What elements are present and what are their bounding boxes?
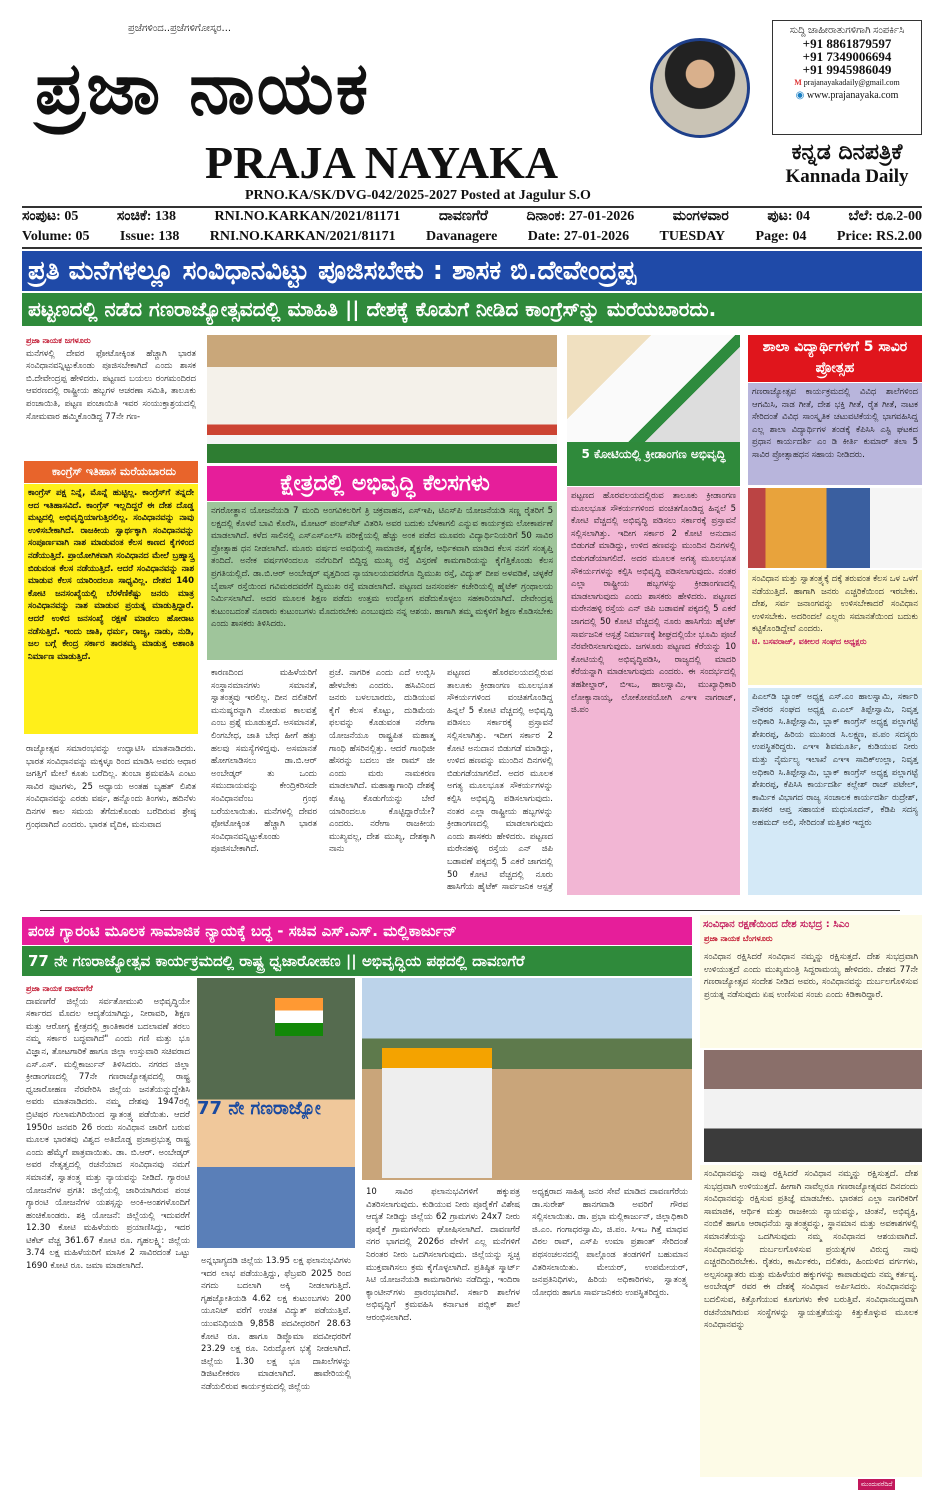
development-text: ನಗರೋತ್ಥಾನ ಯೋಜನೆಯಡಿ 7 ಮಂದಿ ಅಂಗವಿಕಲರಿಗೆ ತ್ರಿ ಚಕ್ರವಾಹನ, ಎಸ್‌ಇಪಿ, ಟಿಎಸ್‌ಪಿ ಯೋಜನೆಯಡಿ ಸಣ್ಣ ರೈತರಿಗೆ 5 ಲಕ್ಷದಲ್ಲಿ ಕೊಳವೆ ಬಾವಿ ಕೊರೆಸಿ, ಮೋಟರ್ ಪಂಪ್‌ಸೆಟ್ ವಿತರಿಸಿ ಅವರ ಬದುಕು ಬೆಳಕಾಗಲಿ ಎನ್ನುವ ಕಾರ್ಯಕ್ರಮ ಲೋಕಾರ್ಪಣೆ ಮಾಡಲಾಗಿದೆ. ಕಳೆದ ಸಾಲಿನಲ್ಲಿ ಎಸ್‌ಎಸ್‌ಎಲ್‌ಸಿ ಪರೀಕ್ಷೆಯಲ್ಲಿ ಹೆಚ್ಚು ಅಂಕ ಪಡೆದ ಮೂವರು ವಿದ್ಯಾರ್ಥಿನಿಯರಿಗೆ 50 ಸಾವಿರ ಪ್ರೋತ್ಸಾಹ ಧನ ನೀಡಲಾಗಿದೆ. ಮೂರು ವರ್ಷದ ಅವಧಿಯಲ್ಲಿ ಸಾಮಾಜಿಕ, ಶೈಕ್ಷಣಿಕ, ಆರ್ಥಿಕವಾಗಿ ಮಾಡಿದ ಕೆಲಸ ನನಗೆ ಸಂತೃಪ್ತಿ ತಂದಿದೆ. ಅನೇಕ ವರ್ಷಗಳಿಂದಲೂ ನನೆಗುದಿಗೆ ಬಿದ್ದಿದ್ದ ಮುಖ್ಯ ರಸ್ತೆ ವಿಸ್ತರಣೆ ಕಾಮಗಾರಿಯನ್ನು ಕೈಗೆತ್ತಿಕೊಂಡು ಕೆಲಸ ಪ್ರಗತಿಯಲ್ಲಿದೆ. ಡಾ.ಬಿ.ಆರ್ ಅಂಬೇಡ್ಕರ್ ವೃತ್ತದಿಂದ ನ್ಯಾಯಾಲಯದವರೆಗೂ ದ್ವಿಮುಖ ರಸ್ತೆ, ವಿದ್ಯುತ್ ದೀಪ ಅಳವಡಿಕೆ, ಚಳ್ಳಕೆರೆ ಬೈಪಾಸ್ ರಸ್ತೆಯಿಂದ ಗವಿಮಠದವರೆಗೆ ದ್ವಿಮುಖ ರಸ್ತೆ ಮಾಡಲಾಗಿದೆ. ಪಟ್ಟಣದ ಜನಸಂಪರ್ಕ ಕಚೇರಿಯಲ್ಲಿ ಹೈಟೆಕ್ ಗ್ರಂಥಾಲಯ ನಿರ್ಮಿಸಲಾಗಿದೆ. ಅದರ ಮೂಲಕ ಶಿಕ್ಷಣ ಪಡೆದು ಉತ್ತಮ ಉದ್ಯೋಗ ಪಡೆದುಕೊಳ್ಳಲು ಸಹಕಾರಿಯಾಗಿದೆ. ದೇವೇಂದ್ರಪ್ಪ ಕುಟುಂಬದಂತೆ ನೂರಾರು ಕುಟುಂಬಗಳು ಮೊದುರಬೇಕು ಎಂಬುವುದು ನನ್ನ ಆಶಯ. ಹಾಗಾಗಿ ತಮ್ಮ ಮಕ್ಕಳಿಗೆ ಶಿಕ್ಷಣ ಕೊಡಿಸಬೇಕು ಎಂದು ಶಾಸಕರು ತಿಳಿಸಿದರು. <box>207 502 557 660</box>
school-headline: ಶಾಲಾ ವಿದ್ಯಾರ್ಥಿಗಳಿಗೆ 5 ಸಾವಿರ ಪ್ರೋತ್ಸಹ <box>748 335 922 382</box>
photo-felicitation <box>207 335 557 463</box>
quote-author: ಟಿ. ಬಸವರಾಜ್, ವಕೀಲರ ಸಂಘದ ಅಧ್ಯಕ್ಷರು <box>752 636 867 646</box>
box-congress-title: ಕಾಂಗ್ರೆಸ್ ಇತಿಹಾಸ ಮರೆಯಬಾರದು <box>24 461 198 483</box>
continued-label: ಮುಂದುವರೆದಿದೆ <box>858 1479 895 1490</box>
decorated-jeep <box>382 1048 492 1178</box>
contact-box <box>772 20 922 135</box>
photo-gandhi-ambedkar <box>748 488 922 568</box>
box-congress-text: ಕಾಂಗ್ರೆಸ್ ಪಕ್ಷ ನಿನ್ನೆ, ಮೊನ್ನೆ ಹುಟ್ಟಿಲ್ಲ. ಕಾಂಗ್ರೆಸ್‌ಗೆ ತನ್ನದೇ ಆದ ಇತಿಹಾಸವಿದೆ. ಕಾಂಗ್ರೆಸ್ ಇಲ್ಲದಿದ್ದರೆ ಈ ದೇಶ ದೊಡ್ಡ ಮಟ್ಟದಲ್ಲಿ ಅಭಿವೃದ್ಧಿಯಾಗುತ್ತಿರಲಿಲ್ಲ. ಸಂವಿಧಾನವನ್ನು ನಾವು ಉಳಿಸಬೇಕಾಗಿದೆ. ರಾಜಕೀಯ ಸ್ವಾರ್ಥಕ್ಕಾಗಿ ಸಂವಿಧಾನವನ್ನು ಸಂಪೂರ್ಣವಾಗಿ ನಾಶ ಮಾಡುವಂತ ಕೆಲಸ ಕಾಣದ ಕೈಗಳಿಂದ ನಡೆಯುತ್ತಿದೆ. ಪ್ರಾಯೋಗಿಕವಾಗಿ ಸಂವಿಧಾನದ ಮೇಲೆ ಬ್ರಹ್ಮಾಸ್ತ್ರ ಬಿಡುವಂತ ಕೆಲಸ ನಡೆಯುತ್ತಿದೆ. ಆದರೆ ಸಂವಿಧಾನವನ್ನು ನಾಶ ಮಾಡುವ ಕೆಲಸ ಯಾರಿಂದಲೂ ಸಾಧ್ಯವಿಲ್ಲ. ದೇಶದ 140 ಕೋಟಿ ಜನಸಂಖ್ಯೆಯಲ್ಲಿ ಬೆರಳೆಣಿಕೆಷ್ಟು ಜನರು ಮಾತ್ರ ಸಂವಿಧಾನವನ್ನು ನಾಶ ಮಾಡುವ ಪ್ರಯತ್ನ ಮಾಡುತ್ತಿದ್ದಾರೆ. ಆದರೆ ಉಳಿದ ಜನಸಂಖ್ಯೆ ರಕ್ಷಣೆ ಮಾಡಲು ಹೋರಾಟ ನಡೆಸುತ್ತಿದೆ. ಇಂದು ಜಾತಿ, ಧರ್ಮ, ರಾಜ್ಯ, ನಾಡು, ನುಡಿ, ಜಲ ಬಗ್ಗೆ ಕೇಂದ್ರ ಸರ್ಕಾರ ತಾರತಮ್ಯ ಮಾಡುತ್ತ ಅಶಾಂತಿ ನಿರ್ಮಾಣ ಮಾಡುತ್ತಿದೆ. <box>24 484 198 734</box>
phone-3[interactable]: +91 9945986049 <box>802 62 892 77</box>
email-link[interactable]: M prajanayakadaily@gmail.com <box>794 78 900 87</box>
photo-parade <box>362 978 692 1180</box>
website-link[interactable]: ◉ www.prajanayaka.com <box>795 90 899 101</box>
indian-flag <box>275 998 323 1036</box>
quote-box: ಸಂವಿಧಾನ ಮತ್ತು ಸ್ವಾತಂತ್ರ್ಯಕ್ಕೆ ದಕ್ಕೆ ತರುವಂತ ಕೆಲಸ ಒಳ ಒಳಗೆ ನಡೆಯುತ್ತಿದೆ. ಹಾಗಾಗಿ ಜನರು ಎಚ್ಚರಿಕೆಯಿಂದ ಇರಬೇಕು. ದೇಶ, ಸರ್ವ ಜನಾಂಗವನ್ನು ಉಳಿಸಬೇಕಾದರೆ ಸಂವಿಧಾನ ಉಳಿಸಬೇಕು. ಅದರಿಂದಲೆ ಎಲ್ಲರು ಸಮಾನತೆಯಿಂದ ಬದುಕು ಕಟ್ಟಿಕೊಂಡಿದ್ದೇವೆ ಎಂದರು. ಟಿ. ಬಸವರಾಜ್, ವಕೀಲರ ಸಂಘದ ಅಧ್ಯಕ್ಷರು <box>748 570 922 685</box>
flag-banner-text: 77 ನೇ ಗಣರಾಜ್ಯೋ <box>197 1098 321 1119</box>
cm-headline: ಸಂವಿಧಾನ ರಕ್ಷಣೆಯಿಂದ ದೇಶ ಸುಭದ್ರ : ಸಿಎಂ <box>703 919 850 930</box>
development-headline: ಕ್ಷೇತ್ರದಲ್ಲಿ ಅಭಿವೃದ್ಧಿ ಕೆಲಸಗಳು <box>207 466 557 501</box>
story-col1-cont: ರಾಜ್ಯೋತ್ಸವ ಸಮಾರಂಭವನ್ನು ಉದ್ಘಾಟಿಸಿ ಮಾತನಾಡಿದರು. ಭಾರತ ಸಂವಿಧಾನವನ್ನು ಮಕ್ಕಳ್ಳೂ ರಿಂದ ಮಾಡಿಸಿ ಅವರು ಆಧಾರ ಜಗತ್ತಿಗೆ ಮೇಲೆ ಕೂತು ಬರೆದಿಲ್ಲ. ತುಂಬಾ ಶ್ರಮವಹಿಸಿ ಎಂಟು ಸಾವಿರ ಪುಟಗಳು, 25 ಅಧ್ಯಾಯ ಅಂತಹ ಬೃಹತ್ ಲಿಖಿತ ಸಂವಿಧಾನವನ್ನು ಎರಡು ವರ್ಷ, ಹನ್ನೊಂದು ತಿಂಗಳು, ಹದಿನೆಳು ದಿನಗಳ ಕಾಲ ಸಮಯ ತೆಗೆದುಕೊಂಡು ಬರೆದಿರುವ ಶ್ರೇಷ್ಠ ಗ್ರಂಥವಾಗಿದೆ ಎಂದರು. ಭಾರತ ವೈದಿಕ, ಮನುವಾದ <box>26 744 196 830</box>
main-subheadline: ಪಟ್ಟಣದಲ್ಲಿ ನಡೆದ ಗಣರಾಜ್ಯೋತ್ಸವದಲ್ಲಿ ಮಾಹಿತಿ || ದೇಶಕ್ಕೆ ಕೊಡುಗೆ ನೀಡಿದ ಕಾಂಗ್ರೆಸ್‌ನ್ನು ಮರೆಯಬಾರದು. <box>22 293 922 326</box>
masthead-logo-kannada: ಪ್ರಜಾ ನಾಯಕ <box>35 46 371 130</box>
bottom-subheadline: 77 ನೇ ಗಣರಾಜ್ಯೋತ್ಸವ ಕಾರ್ಯಕ್ರಮದಲ್ಲಿ ರಾಷ್ಟ್ರ ಧ್ವಜಾರೋಹಣ || ಅಭಿವೃದ್ಧಿಯ ಪಥದಲ್ಲಿ ದಾವಣಗೆರೆ <box>22 946 692 976</box>
cm-byline: ಪ್ರಜಾ ನಾಯಕ ಬೆಂಗಳೂರು <box>704 934 773 943</box>
story-col4-cont: ಪಟ್ಟಣದ ಹೊರವಲಯದಲ್ಲಿರುವ ತಾಲೂಕು ಕ್ರೀಡಾಂಗಣ ಮೂಲಭೂತ ಸೌಕರ್ಯಗಳಿಂದ ವಂಚಿತಗೊಂಡಿದ್ದ ಹಿನ್ನಲೆ 5 ಕೋಟಿ ವೆಚ್ಚದಲ್ಲಿ ಅಭಿವೃದ್ಧಿ ಪಡಿಸಲು ಸರ್ಕಾರಕ್ಕೆ ಪ್ರಸ್ತಾವನೆ ಸಲ್ಲಿಸಲಾಗಿತ್ತು. ಇದೀಗ ಸರ್ಕಾರ 2 ಕೋಟಿ ಅನುದಾನ ಬಿಡುಗಡೆ ಮಾಡಿದ್ದು, ಉಳಿದ ಹಣವನ್ನು ಮುಂದಿನ ದಿನಗಳಲ್ಲಿ ಬಿಡುಗಡೆಯಾಗಲಿದೆ. ಅದರ ಮೂಲಕ ಅಗತ್ಯ ಮೂಲಭೂತ ಸೌಕರ್ಯಗಳನ್ನು ಕಲ್ಪಿಸಿ ಅಭಿವೃದ್ಧಿ ಪಡಿಸಲಾಗುವುದು. ನಂತರ ಎಲ್ಲಾ ರಾಷ್ಟ್ರೀಯ ಹಬ್ಬಗಳನ್ನು ಕ್ರೀಡಾಂಗಣದಲ್ಲಿ ಮಾಡಲಾಗುವುದು ಎಂದು ಶಾಸಕರು ಹೇಳಿದರು. ಪಟ್ಟಣದ ಮರೇನಹಳ್ಳಿ ರಸ್ತೆಯ ಎನ್ ಜಿಪಿ ಬಡಾವಣೆ ಪಕ್ಕದಲ್ಲಿ 5 ಎಕರೆ ಜಾಗದಲ್ಲಿ 50 ಕೋಟಿ ವೆಚ್ಚದಲ್ಲಿ ನೂರು ಹಾಸಿಗೆಯ ಹೈಟೆಕ್ ಸಾರ್ವಜನಿಕ ಆಸ್ಪತ್ರೆ <box>447 668 553 893</box>
bottom-headline: ಪಂಚ ಗ್ಯಾರಂಟಿ ಮೂಲಕ ಸಾಮಾಜಿಕ ನ್ಯಾಯಕ್ಕೆ ಬದ್ಧ - ಸಚಿವ ಎಸ್.ಎಸ್. ಮಲ್ಲಿಕಾರ್ಜುನ್ <box>22 917 692 945</box>
stadium-headline: 5 ಕೋಟಿಯಲ್ಲಿ ಕ್ರೀಡಾಂಗಣ ಅಭಿವೃದ್ಧಿ <box>567 442 740 486</box>
cm-text: ಸಂವಿಧಾನವನ್ನು ನಾವು ರಕ್ಷಿಸಿದರೆ ಸಂವಿಧಾನ ನಮ್ಮನ್ನು ರಕ್ಷಿಸುತ್ತದೆ. ದೇಶ ಸುಭದ್ರವಾಗಿ ಉಳಿಯುತ್ತದೆ. ಹೀಗಾಗಿ ನಾವೆಲ್ಲರೂ ಗಣರಾಜ್ಯೋತ್ಸವದ ದಿನದಂದು ಸಂವಿಧಾನವನ್ನು ರಕ್ಷಿಸುವ ಪ್ರತಿಜ್ಞೆ ಮಾಡಬೇಕು. ಭಾರತದ ಎಲ್ಲಾ ನಾಗರಿಕರಿಗೆ ಸಾಮಾಜಿಕ, ಆರ್ಥಿಕ ಮತ್ತು ರಾಜಕೀಯ ನ್ಯಾಯವನ್ನು, ಚಿಂತನೆ, ಅಭಿವ್ಯಕ್ತಿ, ನಂಬಿಕೆ ಹಾಗೂ ಆರಾಧನೆಯ ಸ್ವಾತಂತ್ರ್ಯವನ್ನು, ಸ್ಥಾನಮಾನ ಮತ್ತು ಅವಕಾಶಗಳಲ್ಲಿ ಸಮಾನತೆಯನ್ನು ಒದಗಿಸುವುದು ನಮ್ಮ ಸಂವಿಧಾನದ ಆಶಯವಾಗಿದೆ. ಸಂವಿಧಾನವನ್ನು ದುರ್ಬಲಗೊಳಿಸುವ ಪ್ರಯತ್ನಗಳ ವಿರುದ್ಧ ನಾವು ಎಚ್ಚರದಿಂದಿರಬೇಕು. ರೈತರು, ಕಾರ್ಮಿಕರು, ದಲಿತರು, ಹಿಂದುಳಿದ ವರ್ಗಗಳು, ಅಲ್ಪಸಂಖ್ಯಾತರು ಮತ್ತು ಮಹಿಳೆಯರ ಹಕ್ಕುಗಳನ್ನು ಕಾಪಾಡುವುದು ನಮ್ಮ ಕರ್ತವ್ಯ. ಅಂಬೇಡ್ಕರ್ ರವರ ಈ ದೇಶಕ್ಕೆ ಸಂವಿಧಾನ ಅರ್ಪಿಸಿದರು. ಸಂವಿಧಾನವನ್ನು ಬದಲಿಸುವ, ಕಿತ್ತೊಗೆಯುವ ಕೂಗುಗಳು ಕೇಳಿ ಬರುತ್ತಿವೆ. ಸಂವಿಧಾನಬದ್ಧವಾಗಿ ರಚನೆಯಾಗಿರುವ ಸಂಸ್ಥೆಗಳನ್ನು ಸ್ವಾಯತ್ತತೆಯನ್ನು ಕಿತ್ತುಕೊಳ್ಳುವ ಮೂಲಕ ಸಂವಿಧಾನವನ್ನು <box>700 1165 922 1477</box>
ambedkar-portrait <box>650 38 750 138</box>
main-headline: ಪ್ರತಿ ಮನೆಗಳಲ್ಲೂ ಸಂವಿಧಾನವಿಟ್ಟು ಪೂಜಿಸಬೇಕು : ಶಾಸಕ ಬಿ.ದೇವೇಂದ್ರಪ್ಪ <box>22 251 922 291</box>
photo-flag-hoisting <box>197 978 355 1248</box>
bottom-col1: ಪ್ರಜಾ ನಾಯಕ ದಾವಣಗೆರೆ ದಾವಣಗೆರೆ ಜಿಲ್ಲೆಯ ಸರ್ವತೋಮುಖಿ ಅಭಿವೃದ್ಧಿಯೇ ಸರ್ಕಾರದ ಮೊದಲ ಆದ್ಯತೆಯಾಗಿದ್ದು, ನೀರಾವರಿ, ಶಿಕ್ಷಣ ಮತ್ತು ಆರೋಗ್ಯ ಕ್ಷೇತ್ರದಲ್ಲಿ ಕ್ರಾಂತಿಕಾರಕ ಬದಲಾವಣೆ ತರಲು ನಮ್ಮ ಸರ್ಕಾರ ಬದ್ಧವಾಗಿದೆ" ಎಂದು ಗಣಿ ಮತ್ತು ಭೂ ವಿಜ್ಞಾನ, ತೋಟಗಾರಿಕೆ ಹಾಗೂ ಜಿಲ್ಲಾ ಉಸ್ತುವಾರಿ ಸಚಿವರಾದ ಎಸ್.ಎಸ್. ಮಲ್ಲಿಕಾರ್ಜುನ್ ತಿಳಿಸಿದರು. ನಗರದ ಜಿಲ್ಲಾ ಕ್ರೀಡಾಂಗಣದಲ್ಲಿ 77ನೇ ಗಣರಾಜ್ಯೋತ್ಸವದಲ್ಲಿ ರಾಷ್ಟ್ರ ಧ್ವಜಾರೋಹಣ ನೆರವೇರಿಸಿ ಜಿಲ್ಲೆಯ ಜನತೆಯನ್ನುದ್ದೇಶಿಸಿ ಅವರು ಮಾತನಾಡಿದರು. ನಮ್ಮ ದೇಶವು 1947ರಲ್ಲಿ ಬ್ರಿಟಿಷರ ಗುಲಾಮಗಿರಿಯಿಂದ ಸ್ವಾತಂತ್ರ್ಯ ಪಡೆಯಿತು. ಆದರೆ 1950ರ ಜನವರಿ 26 ರಂದು ಸಂವಿಧಾನ ಜಾರಿಗೆ ಬರುವ ಮೂಲಕ ಭಾರತವು ವಿಶ್ವದ ಅತಿದೊಡ್ಡ ಪ್ರಜಾಪ್ರಭುತ್ವ ರಾಷ್ಟ್ರ ಎಂದು ಹೆಮ್ಮೆಗೆ ಪಾತ್ರವಾಯಿತು. ಡಾ. ಬಿ.ಆರ್. ಅಂಬೇಡ್ಕರ್ ಅವರ ನೇತೃತ್ವದಲ್ಲಿ ರಚನೆಯಾದ ಸಂವಿಧಾನವು ನಮಗೆ ಸಮಾನತೆ, ಸ್ವಾತಂತ್ರ್ಯ ಮತ್ತು ನ್ಯಾಯವನ್ನು ನೀಡಿದೆ. ಗ್ಯಾರಂಟಿ ಯೋಜನೆಗಳ ಪ್ರಗತಿ: ಜಿಲ್ಲೆಯಲ್ಲಿ ಜಾರಿಯಾಗಿರುವ ಪಂಚ ಗ್ಯಾರಂಟಿ ಯೋಜನೆಗಳ ಯಶಸ್ಸನ್ನು ಅಂಕಿ-ಅಂಶಗಳೊಂದಿಗೆ ಹಂಚಿಕೊಂಡರು. ಶಕ್ತಿ ಯೋಜನೆ: ಜಿಲ್ಲೆಯಲ್ಲಿ ಇದುವರೆಗೆ 12.30 ಕೋಟಿ ಮಹಿಳೆಯರು ಪ್ರಯಾಣಿಸಿದ್ದು, ಇದರ ಟಿಕೆಟ್ ವೆಚ್ಚ 361.67 ಕೋಟಿ ರೂ. ಗೃಹಲಕ್ಷ್ಮಿ: ಜಿಲ್ಲೆಯ 3.74 ಲಕ್ಷ ಮಹಿಳೆಯರಿಗೆ ಮಾಸಿಕ 2 ಸಾವಿರದಂತೆ ಒಟ್ಟು 1690 ಕೋಟಿ ರೂ. ಜಮಾ ಮಾಡಲಾಗಿದೆ. <box>26 984 190 1272</box>
gmail-icon: M <box>794 78 804 87</box>
globe-icon: ◉ <box>795 90 807 101</box>
cm-story <box>700 915 922 1048</box>
guests-text: ಪಿಎಲ್‌ಡಿ ಬ್ಯಾಂಕ್ ಅಧ್ಯಕ್ಷ ಎಸ್.ಎಂ ಹಾಲಸ್ವಾಮಿ, ಸರ್ಕಾರಿ ನೌಕರರ ಸಂಘದ ಅಧ್ಯಕ್ಷ ಎ.ಎಲ್ ತಿಪ್ಪೇಸ್ವಾಮಿ, ನಿವೃತ್ತ ಅಧಿಕಾರಿ ಸಿ.ತಿಪ್ಪೇಸ್ವಾಮಿ, ಬ್ಲಾಕ್ ಕಾಂಗ್ರೆಸ್ ಅಧ್ಯಕ್ಷ ಪಲ್ಲಾಗಟ್ಟೆ ಶೇಖರಪ್ಪ, ಹಿರಿಯ ಮುಖಂಡ ಸಿ.ಲಕ್ಷ್ಮಣ, ಪ.ಪಂ ಸದಸ್ಯರು ಉಪಸ್ಥಿತರಿದ್ದರು. ಎಇಇ ಶಿವಮೂರ್ತಿ, ಕುಡಿಯುವ ನೀರು ಮತ್ತು ನೈರ್ಮಲ್ಯ ಇಲಾಖೆ ಎಇಇ ಸಾದಿಕ್‌ಉಲ್ಲಾ, ನಿವೃತ್ತ ಅಧಿಕಾರಿ ಸಿ.ತಿಪ್ಪೇಸ್ವಾಮಿ, ಬ್ಲಾಕ್ ಕಾಂಗ್ರೆಸ್ ಅಧ್ಯಕ್ಷ ಪಲ್ಲಾಗಟ್ಟೆ ಶೇಖರಪ್ಪ, ಕೆಪಿಸಿಸಿ ಕಾರ್ಯದರ್ಶಿ ಕಲ್ಲೇಶ್ ರಾಜ್ ಪಟೇಲ್, ಕಾರ್ಮಿಕ ವಿಭಾಗದ ರಾಜ್ಯ ಸಂಚಾಲಕ ಕಾರ್ಯದರ್ಶಿ ರುದ್ರೇಶ್, ಶಾಸಕರ ಆಪ್ತ ಸಹಾಯಕ ಮಧುಸೂದನ್, ಕೆಡಿಪಿ ಸದಸ್ಯ ಅಹಮದ್ ಅಲಿ, ಸೇರಿದಂತೆ ಮತ್ತಿತರ ಇದ್ದರು <box>748 688 922 895</box>
story-col3-cont: ಪ್ರಜೆ. ನಾಗರಿಕ ಎಂದು ಎದೆ ಉಬ್ಬಿಸಿ ಹೇಳಬೇಕು ಎಂದರು. ಹಸಿವಿನಿಂದ ಜನರು ಬಳಲಬಾರದು, ದುಡಿಯುವ ಕೈಗೆ ಕೆಲಸ ಕೊಟ್ಟು, ದುಡಿಮೆಯ ಫಲವನ್ನು ಕೊಡುವಂತ ನರೇಗಾ ಯೋಜನೆಯೂ ರಾಷ್ಟ್ರಪಿತ ಮಹಾತ್ಮ ಗಾಂಧಿ ಹೆಸರಿನಲ್ಲಿತ್ತು. ಆದರೆ ಗಾಂಧಿಜೀ ಹೆಸರನ್ನು ಬದಲು ಜೀ ರಾಮ್ ಜೀ ಎಂದು ಮರು ನಾಮಕರಣ ಮಾಡಲಾಗಿದೆ. ಮಹಾತ್ಮಾಗಾಂಧಿ ದೇಶಕ್ಕೆ ಕೊಟ್ಟ ಕೊಡುಗೆಯನ್ನು ಬೇರೆ ಯಾರಿಂದಲೂ ಕೊಟ್ಟಿದ್ದಾರೆಯೇ? ಎಂದರು. ನರೇಗಾ ರಾಜಕೀಯ ಮುಖ್ಯವಲ್ಲ, ದೇಶ ಮುಖ್ಯ, ದೇಶಕ್ಕಾಗಿ ನಾನು <box>329 668 435 855</box>
postal-registration: PRNO.KA/SK/DVG-042/2025-2027 Posted at Jagulur S.O <box>245 188 591 203</box>
bottom-col2: ಅನ್ನಭಾಗ್ಯದಡಿ ಜಿಲ್ಲೆಯ 13.95 ಲಕ್ಷ ಫಲಾನುಭವಿಗಳು ಇದರ ಲಾಭ ಪಡೆಯುತ್ತಿದ್ದು, ಫೆಬ್ರವರಿ 2025 ರಿಂದ ನಗದು ಬದಲಾಗಿ ಅಕ್ಕಿ ನೀಡಲಾಗುತ್ತಿದೆ. ಗೃಹಜ್ಯೋತಿಯಡಿ 4.62 ಲಕ್ಷ ಕುಟುಂಬಗಳು 200 ಯೂನಿಟ್ ವರೆಗೆ ಉಚಿತ ವಿದ್ಯುತ್ ಪಡೆಯುತ್ತಿವೆ. ಯುವನಿಧಿಯಡಿ 9,858 ಪದವೀಧರರಿಗೆ 28.63 ಕೋಟಿ ರೂ. ಹಾಗೂ ಡಿಪ್ಲೊಮಾ ಪದವೀಧರರಿಗೆ 23.29 ಲಕ್ಷ ರೂ. ನಿರುದ್ಯೋಗ ಭತ್ಯೆ ನೀಡಲಾಗಿದೆ. ಜಿಲ್ಲೆಯ 1.30 ಲಕ್ಷ ಭೂ ದಾಖಲೆಗಳನ್ನು ಡಿಜಿಟಲೀಕರಣ ಮಾಡಲಾಗಿದೆ. ಹಾವೇರಿಯಲ್ಲಿ ನಡೆಯಲಿರುವ ಕಾರ್ಯಕ್ರಮದಲ್ಲಿ ಜಿಲ್ಲೆಯ <box>201 1256 351 1392</box>
info-bar-english: Volume: 05 Issue: 138 RNI.NO.KARKAN/2021/81171 Davanagere Date: 27-01-2026 TUESDAY Page: 04 Price: RS.2.00 <box>22 229 922 244</box>
bottom-col3: 10 ಸಾವಿರ ಫಲಾನುಭವಿಗಳಿಗೆ ಹಕ್ಕುಪತ್ರ ವಿತರಿಸಲಾಗುವುದು. ಕುಡಿಯುವ ನೀರು ಪೂರೈಕೆಗೆ ವಿಶೇಷ ಆದ್ಯತೆ ನೀಡಿದ್ದು ಜಿಲ್ಲೆಯ 62 ಗ್ರಾಮಗಳು 24x7 ನೀರು ಪೂರೈಕೆ ಗ್ರಾಮಗಳೆಂದು ಘೋಷಿಸಲಾಗಿದೆ. ದಾವಣಗೆರೆ ನಗರ ಭಾಗದಲ್ಲಿ 2026ರ ವೇಳೆಗೆ ಎಲ್ಲ ಮನೆಗಳಿಗೆ ನಿರಂತರ ನೀರು ಒದಗಿಸಲಾಗುವುದು. ಜಿಲ್ಲೆಯನ್ನು ಸ್ವಚ್ಛ ಮುಕ್ತವಾಗಿಸಲು ಕ್ರಮ ಕೈಗೊಳ್ಳಲಾಗಿದೆ. ಪ್ರತಿಷ್ಠಿತ ಸ್ಮಾರ್ಟ್ ಸಿಟಿ ಯೋಜನೆಯಡಿ ಕಾಮಗಾರಿಗಳು ನಡೆದಿದ್ದು, ಇಂದಿರಾ ಕ್ಯಾಂಟೀನ್‌ಗಳು ಪ್ರಾರಂಭವಾಗಿವೆ. ಸರ್ಕಾರಿ ಶಾಲೆಗಳ ಅಭಿವೃದ್ಧಿಗೆ ಕ್ರಮವಹಿಸಿ ಕರ್ನಾಟಕ ಪಬ್ಲಿಕ್ ಶಾಲೆ ಆರಂಭಿಸಲಾಗಿದೆ. <box>366 1187 520 1323</box>
contact-heading: ಸುದ್ದಿ ಜಾಹೀರಾತುಗಳಿಗಾಗಿ ಸಂಪರ್ಕಿಸಿ <box>789 25 905 36</box>
info-bar-kannada: ಸಂಪುಟ: 05 ಸಂಚಿಕೆ: 138 RNI.NO.KARKAN/2021/81171 ದಾವಣಗೆರೆ ದಿನಾಂಕ: 27-01-2026 ಮಂಗಳವಾರ ಪುಟ: 04 ಬೆಲೆ: ರೂ.2-00 <box>22 209 922 224</box>
phone-2[interactable]: +91 7349006694 <box>802 49 892 64</box>
kannada-daily-label: ಕನ್ನಡ ದಿನಪತ್ರಿಕೆ Kannada Daily <box>785 140 909 187</box>
photo-cm-salute <box>704 1050 922 1162</box>
whatsapp-phone-1[interactable]: +91 8861879597 <box>802 36 892 51</box>
school-text: ಗಣರಾಜ್ಯೋತ್ಸವ ಕಾರ್ಯಕ್ರಮದಲ್ಲಿ ವಿವಿಧ ಶಾಲೆಗಳಿಂದ ಆಗಮಿಸಿ, ನಾಡ ಗೀತೆ, ದೇಶ ಭಕ್ತಿ ಗೀತೆ, ರೈತ ಗೀತೆ, ನಾಟಕ ಸೇರಿದಂತೆ ವಿವಿಧ ಸಾಂಸ್ಕೃತಿಕ ಚಟುವಟಿಕೆಯಲ್ಲಿ ಭಾಗವಹಿಸಿದ್ದ ಎಲ್ಲ ಶಾಲಾ ವಿದ್ಯಾರ್ಥಿಗಳ ತಂಡಕ್ಕೆ ಕೆಪಿಸಿಸಿ ಎಸ್ಟಿ ಘಟಕದ ಪ್ರಧಾನ ಕಾರ್ಯದರ್ಶಿ ಎಂ ಡಿ ಕೀರ್ತಿ ಕುಮಾರ್ ತಲಾ 5 ಸಾವಿರ ಪ್ರೋತ್ಸಾಹಧನ ಸಹಾಯ ನೀಡಿದರು. <box>748 383 922 485</box>
cm-intro: ಸಂವಿಧಾನ ರಕ್ಷಿಸಿದರೆ ಸಂವಿಧಾನ ನಮ್ಮನ್ನು ರಕ್ಷಿಸುತ್ತದೆ. ದೇಶ ಸುಭದ್ರವಾಗಿ ಉಳಿಯುತ್ತದೆ ಎಂದು ಮುಖ್ಯಮಂತ್ರಿ ಸಿದ್ದರಾಮಯ್ಯ ಹೇಳಿದರು. ದೇಶದ 77ನೇ ಗಣರಾಜ್ಯೋತ್ಸವ ಸಂದೇಶ ನೀಡಿದ ಅವರು, ಸಂವಿಧಾನವನ್ನು ದುರ್ಬಲಗೊಳಿಸುವ ಪ್ರಯತ್ನ ನಡೆಸುವುದು ಏಷ ಉಣಿಸುವ ಸಂಚು ಎಂದು ಕಿಡಿಕಾರಿದ್ದಾರೆ. <box>704 952 918 1000</box>
photo-mla-speech <box>567 335 740 442</box>
bottom-col4: ಅಧ್ಯಕ್ಷರಾದ ಸಾಹಿತ್ಯ ಜನರ ಸೇವೆ ಮಾಡಿದ ದಾವಣಗೆರೆಯ ಡಾ.ಸುರೇಶ್ ಹಾನಗವಾಡಿ ಅವರಿಗೆ ಗೌರವ ಸಲ್ಲಿಸಲಾಯಿತು. ಡಾ. ಪ್ರಭಾ ಮಲ್ಲಿಕಾರ್ಜುನ್, ಜಿಲ್ಲಾಧಿಕಾರಿ ಜಿ.ಎಂ. ಗಂಗಾಧರಸ್ವಾಮಿ, ಜಿ.ಪಂ. ಸಿಇಒ ಗಿತ್ತೆ ಮಾಧವ ವಿಠಲ ರಾವ್, ಎಸ್‌ಪಿ ಉಮಾ ಪ್ರಶಾಂತ್ ಸೇರಿದಂತೆ ಪಥಸಂಚಲನದಲ್ಲಿ ಪಾಲ್ಗೊಂಡ ತಂಡಗಳಿಗೆ ಬಹುಮಾನ ವಿತರಿಸಲಾಯಿತು. ಮೇಯರ್, ಉಪಮೇಯರ್, ಜನಪ್ರತಿನಿಧಿಗಳು, ಹಿರಿಯ ಅಧಿಕಾರಿಗಳು, ಸ್ವಾತಂತ್ರ್ಯ ಯೋಧರು ಹಾಗೂ ಸಾರ್ವಜನಿಕರು ಉಪಸ್ಥಿತರಿದ್ದರು. <box>532 1187 688 1298</box>
masthead-logo-english: PRAJA NAYAKA <box>205 137 559 188</box>
story-intro: ಪ್ರಜಾ ನಾಯಕ ಜಗಳೂರು ಮನೆಗಳಲ್ಲಿ ದೇವರ ಫೋಟೋಕ್ಕಿಂತ ಹೆಚ್ಚಾಗಿ ಭಾರತ ಸಂವಿಧಾನವನ್ನಿಟ್ಟುಕೊಂಡು ಪೂಜಿಸಬೇಕಾಗಿದೆ ಎಂದು ಶಾಸಕ ಬಿ.ದೇವೇಂದ್ರಪ್ಪ ಹೇಳಿದರು. ಪಟ್ಟಣದ ಬಯಲು ರಂಗಮಂದಿರದ ಆವರಣದಲ್ಲಿ ರಾಷ್ಟ್ರೀಯ ಹಬ್ಬಗಳ ಆಚರಣಾ ಸಮಿತಿ, ತಾಲೂಕು ಪಂಚಾಯಿತಿ, ಪಟ್ಟಣ ಪಂಚಾಯಿತಿ ಇವರ ಸಂಯುಕ್ತಾಶ್ರಯದಲ್ಲಿ ಸೋಮವಾರ ಹಮ್ಮಿಕೊಂಡಿದ್ದ 77ನೇ ಗಣ- <box>26 336 196 422</box>
tagline: ಪ್ರಜೆಗಳಿಂದ..ಪ್ರಜೆಗಳಿಗೋಸ್ಕರ... <box>128 23 232 34</box>
stadium-text: ಪಟ್ಟಣದ ಹೊರವಲಯದಲ್ಲಿರುವ ತಾಲೂಕು ಕ್ರೀಡಾಂಗಣ ಮೂಲಭೂತ ಸೌಕರ್ಯಗಳಿಂದ ವಂಚಿತಗೊಂಡಿದ್ದ ಹಿನ್ನಲೆ 5 ಕೋಟಿ ವೆಚ್ಚದಲ್ಲಿ ಅಭಿವೃದ್ಧಿ ಪಡಿಸಲು ಸರ್ಕಾರಕ್ಕೆ ಪ್ರಸ್ತಾವನೆ ಸಲ್ಲಿಸಲಾಗಿತ್ತು. ಇದೀಗ ಸರ್ಕಾರ 2 ಕೋಟಿ ಅನುದಾನ ಬಿಡುಗಡೆ ಮಾಡಿದ್ದು, ಉಳಿದ ಹಣವನ್ನು ಮುಂದಿನ ದಿನಗಳಲ್ಲಿ ಬಿಡುಗಡೆಯಾಗಲಿದೆ. ಅದರ ಮೂಲಕ ಅಗತ್ಯ ಮೂಲಭೂತ ಸೌಕರ್ಯಗಳನ್ನು ಕಲ್ಪಿಸಿ ಅಭಿವೃದ್ಧಿ ಪಡಿಸಲಾಗುವುದು. ನಂತರ ಎಲ್ಲಾ ರಾಷ್ಟ್ರೀಯ ಹಬ್ಬಗಳನ್ನು ಕ್ರೀಡಾಂಗಣದಲ್ಲಿ ಮಾಡಲಾಗುವುದು ಎಂದು ಶಾಸಕರು ಹೇಳಿದರು. ಪಟ್ಟಣದ ಮರೇನಹಳ್ಳಿ ರಸ್ತೆಯ ಎನ್ ಜಿಪಿ ಬಡಾವಣೆ ಪಕ್ಕದಲ್ಲಿ 5 ಎಕರೆ ಜಾಗದಲ್ಲಿ 50 ಕೋಟಿ ವೆಚ್ಚದಲ್ಲಿ ನೂರು ಹಾಸಿಗೆಯ ಹೈಟೆಕ್ ಸಾರ್ವಜನಿಕ ಆಸ್ಪತ್ರೆ ನಿರ್ಮಾಣಕ್ಕೆ ಶೀಘ್ರದಲ್ಲಿಯೇ ಭೂಮಿ ಪೂಜೆ ನೆರವೇರಿಸಲಾಗುವುದು. ಜಗಳೂರು ಪಟ್ಟಣದ ಕೆರೆಯನ್ನು 10 ಕೋಟಿಯಲ್ಲಿ ಅಭಿವೃದ್ಧಿಪಡಿಸಿ, ರಾಜ್ಯದಲ್ಲಿ ಮಾದರಿ ಕೆರೆಯನ್ನಾಗಿ ಮಾಡಲಾಗುವುದು ಎಂದರು. ಈ ಸಂದರ್ಭದಲ್ಲಿ ತಹಶೀಲ್ದಾರ್, ಬಿಇಒ, ಹಾಲಸ್ವಾಮಿ, ಮುಖ್ಯಾಧಿಕಾರಿ ಲೋಕ್ಯಾನಾಯ್ಕ, ಲೋಕೋಪಯೋಗಿ ಎಇಇ ನಾಗರಾಜ್, ಜಿ.ಪಂ <box>567 487 740 895</box>
story-col2-cont: ಕಾರಣದಿಂದ ಮಹಿಳೆಯರಿಗೆ ಸಂಸ್ಥಾನಮಾನಗಳು ಸಮಾನತೆ, ಸ್ವಾತಂತ್ರ್ಯವು ಇರಲಿಲ್ಲ. ದೀನ ದಲಿತರಿಗೆ ಮನುಷ್ಯರನ್ನಾಗಿ ನೋಡುವ ಕಾಲವತ್ತೆ ಎಂಬ ಪ್ರಶ್ನೆ ಮೂಡುತ್ತದೆ. ಅಸಮಾನತೆ, ಲಿಂಗಬೇಧ, ಜಾತಿ ಬೇಧ ಹೀಗೆ ಹತ್ತು ಹಲವು ಸಮಸ್ಯೆಗಳಿದ್ದವು. ಅಸಮಾನತೆ ಹೋಗಲಾಡಿಸಲು ಡಾ.ಬಿ.ಆರ್ ಅಂಬೇಡ್ಕರ್ ತು ಒಂದು ಸಮುದಾಯವನ್ನು ಕೇಂದ್ರಿಕರಿಸದೇ ಸಂವಿಧಾನವೆಂಬ ಗ್ರಂಥ ಬರೆಯಲಾಯಿತು. ಮನೆಗಳಲ್ಲಿ ದೇವರ ಫೋಟೋಕ್ಕಿಂತ ಹೆಚ್ಚಾಗಿ ಭಾರತ ಸಂವಿಧಾನವನ್ನಿಟ್ಟುಕೊಂಡು ಪೂಜಿಸಬೇಕಾಗಿದೆ. <box>211 668 317 855</box>
